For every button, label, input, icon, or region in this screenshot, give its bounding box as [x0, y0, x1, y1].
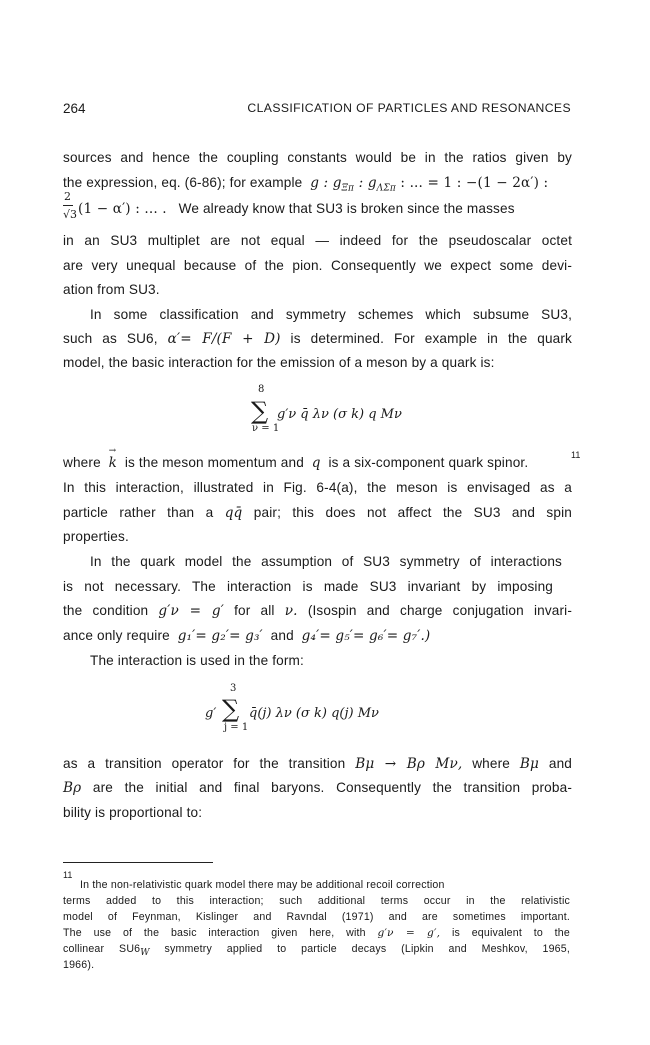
summation-sign: ∑ — [222, 695, 240, 723]
equation-body: q̄(j) λν (σ k) q(j) Mν — [249, 706, 379, 721]
footnote-line: 1966). — [63, 959, 95, 971]
body-line: are very unequal because of the pion. Consequently we expect some devi- — [63, 258, 572, 273]
body-line: where → k is the meson momentum and q is a six-component quark spinor. — [63, 455, 528, 471]
fraction-bar — [63, 205, 73, 206]
body-line: ance only require g₁′= g₂′= g₃′ and g₄′= g₅′= g₆′= g₇′.) — [63, 628, 431, 644]
footnote-line: collinear $SU6_W$ symmetry applied to particle decays (Lipkin and Meshkov, 1965, — [63, 943, 570, 959]
equation-body: g′ν q̄ λν (σ k) q Mν — [277, 407, 402, 422]
fraction-denominator: √3 — [63, 208, 78, 221]
body-line: (1 − α′) : ... . We already know that SU3 is broken since the masses — [78, 201, 515, 217]
body-line: In some classification and symmetry schemes which subsume SU3, — [90, 307, 572, 322]
footnote-rule — [63, 862, 213, 863]
sum-lower-limit: ν = 1 — [252, 423, 280, 434]
equation-prefactor: g′ — [205, 706, 217, 721]
fraction-numerator: 2 — [64, 190, 71, 203]
footnote-line: In the non-relativistic quark model there may be additional recoil correction — [80, 879, 445, 891]
body-line: in an SU3 multiplet are not equal — indeed for the pseudoscalar octet — [63, 233, 572, 248]
body-line: as a transition operator for the transition Bμ → Bρ Mν, where Bμ and — [63, 756, 573, 772]
footnote-line: model of Feynman, Kislinger and Ravndal (1971) and are sometimes important. — [63, 911, 570, 923]
footnote-line: terms added to this interaction; such additional terms occur in the relativistic — [63, 895, 570, 907]
body-line: Bρ are the initial and final baryons. Consequently the transition proba- — [63, 780, 572, 796]
summation-sign: ∑ — [251, 397, 269, 425]
body-line: model, the basic interaction for the emission of a meson by a quark is: — [63, 355, 495, 370]
body-line: In the quark model the assumption of SU3 symmetry of interactions — [90, 554, 562, 569]
sum-lower-limit: j = 1 — [224, 722, 249, 733]
chapter-title: CLASSIFICATION OF PARTICLES AND RESONANCES — [247, 101, 571, 115]
body-line: bility is proportional to: — [63, 805, 203, 820]
sum-upper-limit: 8 — [258, 384, 265, 395]
page-number: 264 — [63, 101, 86, 116]
footnote-line: The use of the basic interaction given here, with g′ν = g′, is equivalent to the — [63, 927, 570, 939]
footnote-reference: 11 — [571, 450, 581, 460]
body-line: such as SU6, α′= F/(F + D) is determined. For example in the quark — [63, 331, 572, 347]
body-line: The interaction is used in the form: — [90, 653, 304, 668]
sum-upper-limit: 3 — [230, 683, 237, 694]
body-line: sources and hence the coupling constants would be in the ratios given by — [63, 150, 572, 165]
body-line: properties. — [63, 529, 129, 544]
body-line: is not necessary. The interaction is made SU3 invariant by imposing — [63, 579, 553, 594]
running-head — [63, 101, 571, 119]
body-line: In this interaction, illustrated in Fig. 6-4(a), the meson is envisaged as a — [63, 480, 572, 495]
footnote-mark: 11 — [63, 870, 73, 880]
body-line: ation from SU3. — [63, 282, 160, 297]
body-line: the condition g′ν = g′ for all ν. (Isospin and charge conjugation invari- — [63, 603, 573, 619]
body-line: the expression, eq. (6-86); for example g : $g_{\Xi\pi}$ : $g_{\Lambda\Sigma\pi}$ : ... = 1 : −(1 − 2α′) : — [63, 175, 549, 194]
body-line: particle rather than a qq̄ pair; this does not affect the SU3 and spin — [63, 505, 572, 521]
